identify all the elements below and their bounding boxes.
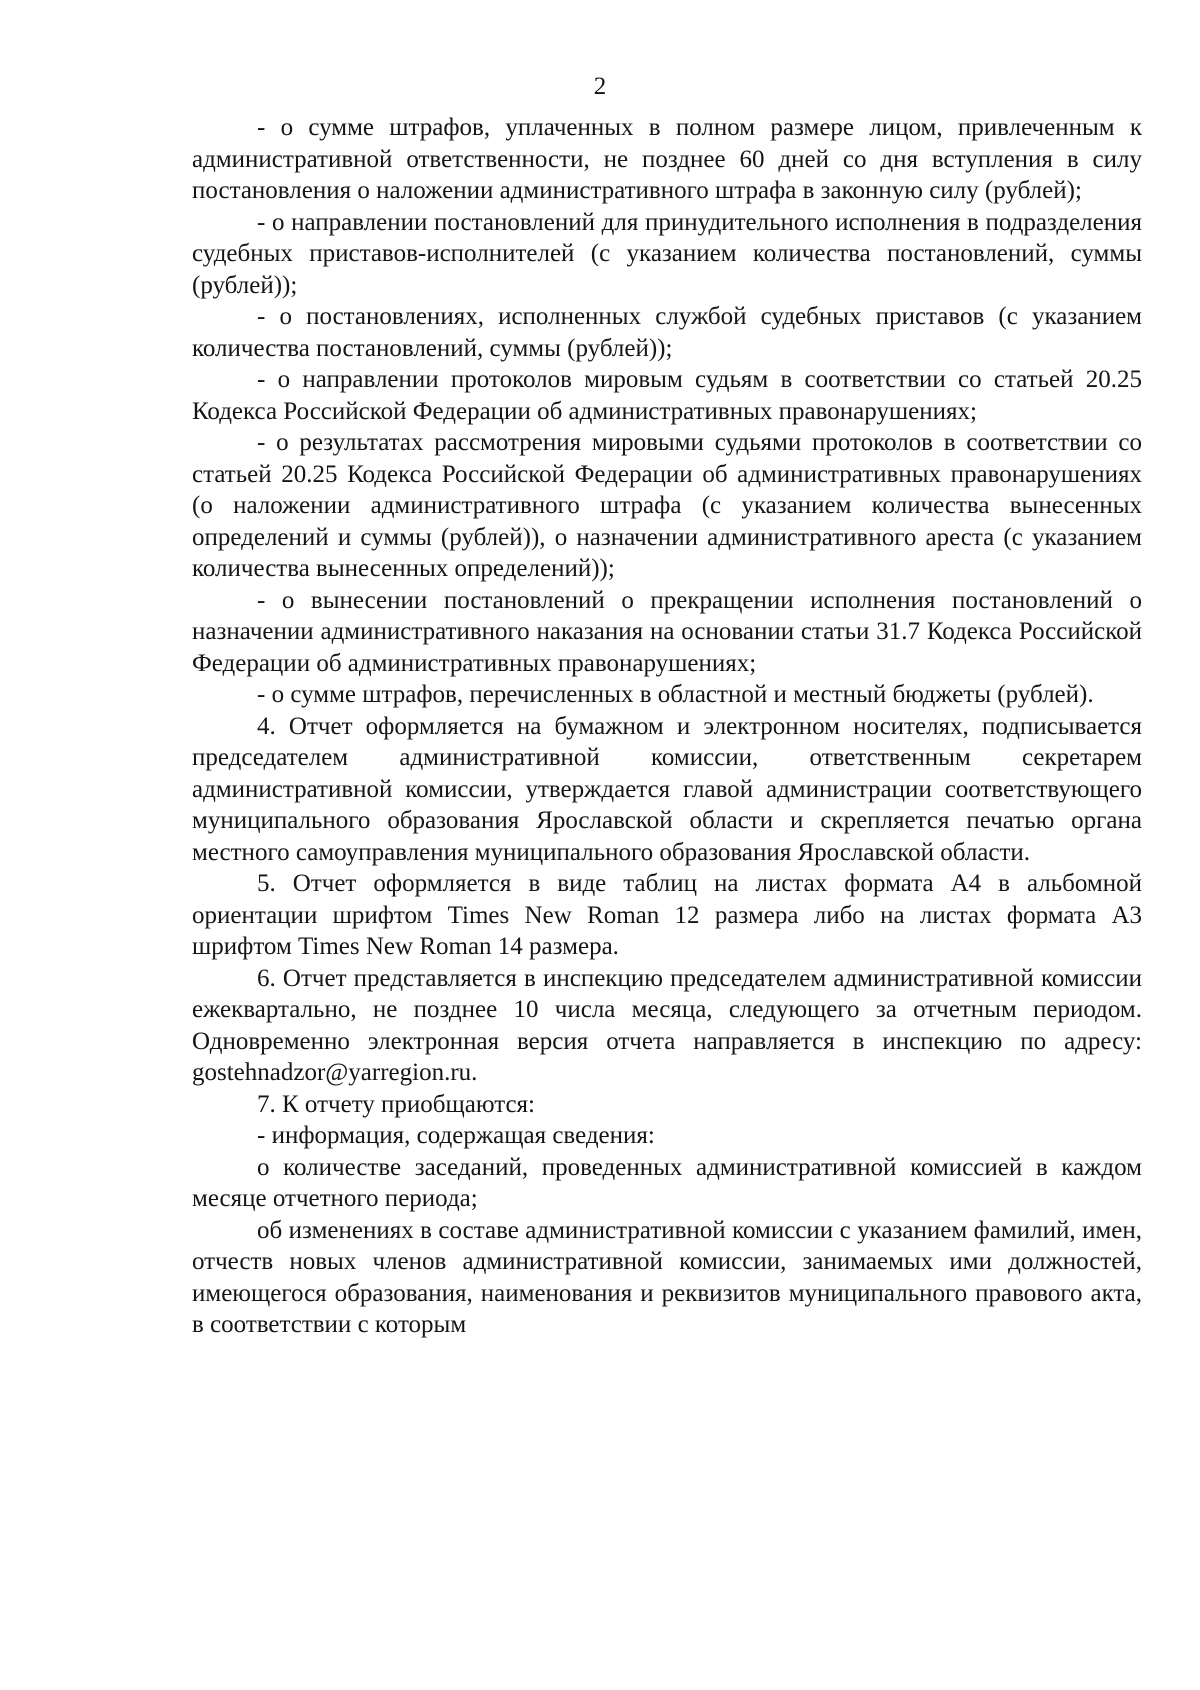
page-number: 2: [593, 73, 607, 100]
paragraph-item-4: 4. Отчет оформляется на бумажном и электронном носителях, подписывается председателем административной комиссии, ответственным секретарем административной комиссии, утверждается главой администрации соответствующего муниципального образования Ярославской области и скрепляется печатью органа местного самоуправления муниципального образования Ярославской области.: [192, 712, 1142, 866]
paragraph-protocols-to-judges: - о направлении протоколов мировым судьям в соответствии со статьей 20.25 Кодекса Российской Федерации об административных правонарушениях;: [192, 366, 1142, 425]
paragraph-fines-paid: - о сумме штрафов, уплаченных в полном размере лицом, привлеченным к административной ответственности, не позднее 60 дней со дня вступления в силу постановления о наложении административного штрафа в законную силу (рублей);: [192, 114, 1142, 204]
paragraph-review-results: - о результатах рассмотрения мировыми судьями протоколов в соответствии со статьей 20.25 Кодекса Российской Федерации об административных правонарушениях (о наложении административного штрафа (с указанием количества вынесенных определений и суммы (рублей)), о назначении административного ареста (с указанием количества вынесенных определений));: [192, 429, 1142, 582]
document-body: [192, 112, 1142, 1341]
paragraph-item-6: 6. Отчет представляется в инспекцию председателем административной комиссии ежеквартально, не позднее 10 числа месяца, следующего за отчетным периодом. Одновременно электронная версия отчета направляется в инспекцию по адресу: gostehnadzor@yarregion.ru.: [192, 964, 1142, 1086]
paragraph-meetings-count: о количестве заседаний, проведенных административной комиссией в каждом месяце отчетного периода;: [192, 1153, 1142, 1212]
paragraph-fines-transferred: - о сумме штрафов, перечисленных в областной и местный бюджеты (рублей).: [257, 681, 1094, 708]
paragraph-item-7: 7. К отчету приобщаются:: [257, 1090, 535, 1118]
paragraph-composition-changes: об изменениях в составе административной комиссии с указанием фамилий, имен, отчеств новых членов административной комиссии, занимаемых ими должностей, имеющегося образования, наименования и реквизитов муниципального правового акта, в соответствии с которым: [192, 1216, 1142, 1338]
paragraph-information-heading: - информация, содержащая сведения:: [257, 1122, 655, 1149]
paragraph-enforcement-referral: - о направлении постановлений для принудительного исполнения в подразделения судебных приставов-исполнителей (с указанием количества постановлений, суммы (рублей));: [192, 208, 1142, 299]
paragraph-executed-by-bailiffs: - о постановлениях, исполненных службой судебных приставов (с указанием количества постановлений, суммы (рублей));: [192, 303, 1142, 362]
paragraph-termination-decisions: - о вынесении постановлений о прекращении исполнения постановлений о назначении административного наказания на основании статьи 31.7 Кодекса Российской Федерации об административных правонарушениях;: [192, 586, 1142, 677]
paragraph-item-5: 5. Отчет оформляется в виде таблиц на листах формата А4 в альбомной ориентации шрифтом Times New Roman 12 размера либо на листах формата А3 шрифтом Times New Roman 14 размера.: [192, 870, 1142, 960]
